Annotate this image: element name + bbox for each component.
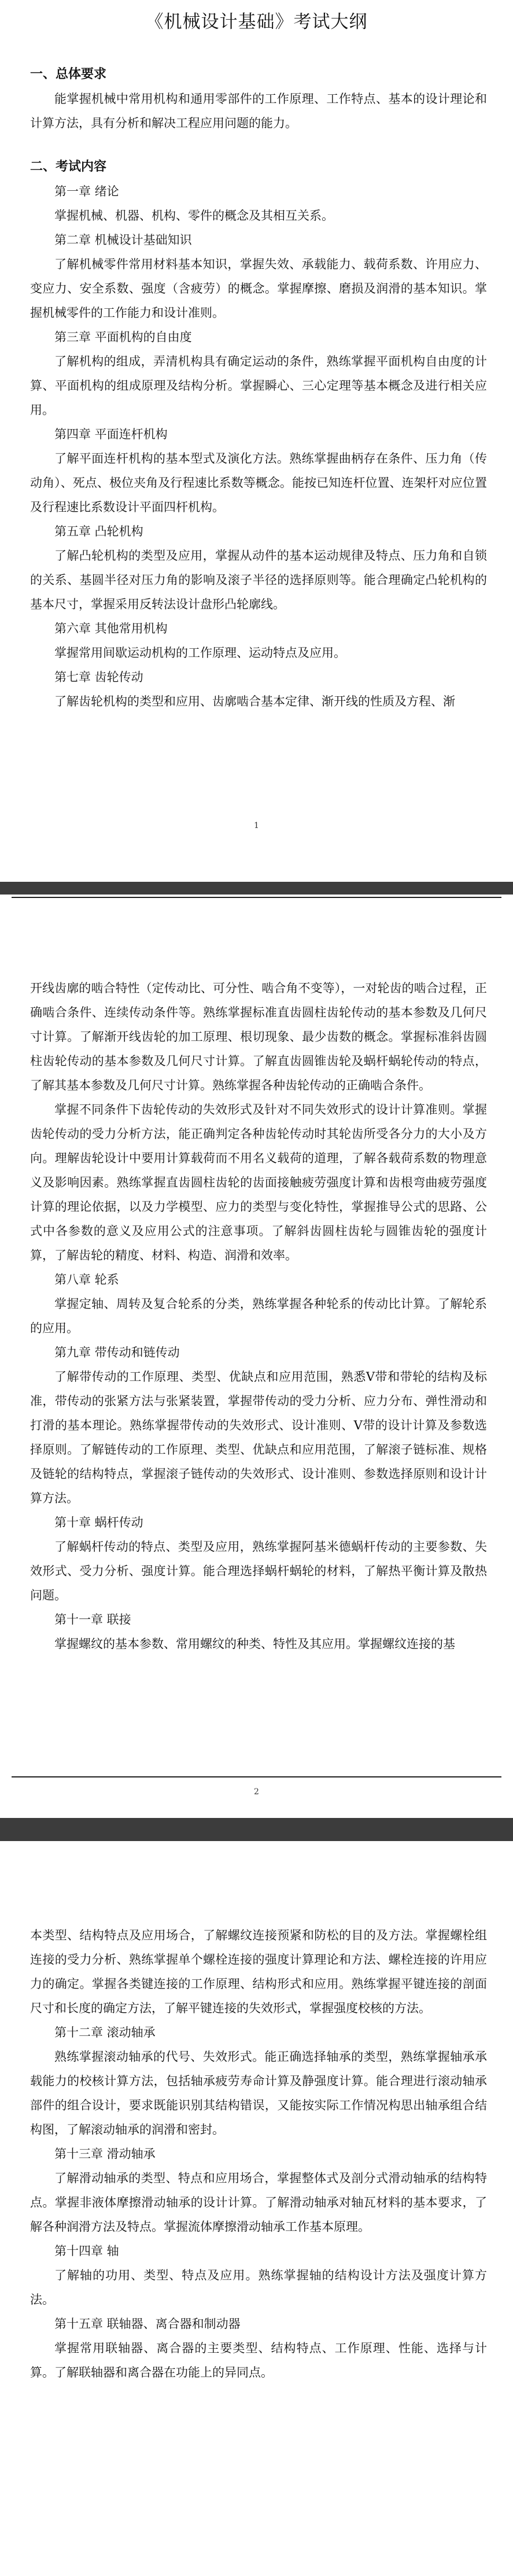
document-title: 《机械设计基础》考试大纲 bbox=[145, 12, 368, 32]
chapter-paragraph: 掌握机械、机器、机构、零件的概念及其相互关系。 bbox=[54, 209, 334, 223]
chapter-heading: 第四章 平面连杆机构 bbox=[54, 427, 168, 441]
chapter-heading: 第十一章 联接 bbox=[54, 1613, 131, 1627]
chapter-paragraph: 掌握螺纹的基本参数、常用螺纹的种类、特性及其应用。掌握螺纹连接的基 bbox=[54, 1637, 455, 1651]
chapter-heading: 第五章 凸轮机构 bbox=[54, 524, 143, 538]
chapter-heading: 第六章 其他常用机构 bbox=[54, 622, 168, 635]
chapter-heading: 第九章 带传动和链传动 bbox=[54, 1346, 180, 1359]
chapter-heading: 第八章 轮系 bbox=[54, 1273, 119, 1287]
chapter-heading: 第十二章 滚动轴承 bbox=[54, 2026, 156, 2039]
chapter-heading: 第十三章 滑动轴承 bbox=[54, 2147, 156, 2161]
page-1-content bbox=[30, 62, 487, 714]
chapter-heading: 第十五章 联轴器、离合器和制动器 bbox=[54, 2317, 241, 2331]
chapter-paragraph: 了解带传动的工作原理、类型、优缺点和应用范围，熟悉V带和带轮的结构及标准，带传动的张紧方法与张紧装置，掌握带传动的受力分析、应力分布、弹性滑动和打滑的基本理论。熟练掌握带传动的失效形式、设计准则、V带的设计计算及参数选择原则。了解链传动的工作原理、类型、优缺点和应用范围，了解滚子链标准、规格及链轮的结构特点，掌握滚子链传动的失效形式、设计准则、参数选择原则和设计计算方法。 bbox=[30, 1370, 487, 1505]
chapter-paragraph: 了解蜗杆传动的特点、类型及应用，熟练掌握阿基米德蜗杆传动的主要参数、失效形式、受力分析、强度计算。能合理选择蜗杆蜗轮的材料，了解热平衡计算及散热问题。 bbox=[30, 1540, 487, 1602]
chapter-paragraph: 熟练掌握滚动轴承的代号、失效形式。能正确选择轴承的类型，熟练掌握轴承承载能力的校核计算方法，包括轴承疲劳寿命计算及静强度计算。能合理进行滚动轴承部件的组合设计，要求既能识别其结构错误，又能按实际工作情况构思出轴承组合结构图，了解滚动轴承的润滑和密封。 bbox=[30, 2050, 487, 2137]
page-rule bbox=[12, 897, 501, 898]
chapter-paragraph: 了解机构的组成，弄清机构具有确定运动的条件，熟练掌握平面机构自由度的计算、平面机构的组成原理及结构分析。掌握瞬心、三心定理等基本概念及进行相关应用。 bbox=[30, 354, 487, 417]
page-number: 1 bbox=[254, 821, 259, 830]
page-separator bbox=[0, 1818, 513, 1841]
page-3-content bbox=[30, 1923, 487, 2385]
chapter-paragraph: 掌握常用联轴器、离合器的主要类型、结构特点、工作原理、性能、选择与计算。了解联轴器和离合器在功能上的异同点。 bbox=[30, 2341, 487, 2379]
chapter-heading: 第二章 机械设计基础知识 bbox=[54, 233, 192, 247]
chapter-heading: 第七章 齿轮传动 bbox=[54, 670, 143, 684]
page-2 bbox=[0, 900, 513, 1818]
section-heading-content: 二、考试内容 bbox=[30, 160, 107, 174]
spacer bbox=[30, 135, 487, 155]
chapter-paragraph: 掌握常用间歇运动机构的工作原理、运动特点及应用。 bbox=[54, 646, 346, 660]
chapter-paragraph: 了解机械零件常用材料基本知识，掌握失效、承载能力、载荷系数、许用应力、变应力、安全系数、强度（含疲劳）的概念。掌握摩擦、磨损及润滑的基本知识。掌握机械零件的工作能力和设计准则。 bbox=[30, 257, 487, 320]
chapter-heading: 第十章 蜗杆传动 bbox=[54, 1516, 143, 1529]
page-separator bbox=[0, 882, 513, 895]
page-rule bbox=[12, 1776, 501, 1777]
page-3 bbox=[0, 1841, 513, 2576]
chapter-paragraph: 掌握不同条件下齿轮传动的失效形式及针对不同失效形式的设计计算准则。掌握齿轮传动的受力分析方法，能正确判定各种齿轮传动时其轮齿所受各分力的大小及方向。理解齿轮设计中要用计算载荷而不用名义载荷的道理，了解各载荷系数的物理意义及影响因素。熟练掌握直齿圆柱齿轮的齿面接触疲劳强度计算和齿根弯曲疲劳强度计算的理论依据，以及力学模型、应力的类型与变化特性，掌握推导公式的思路、公式中各参数的意义及应用公式的注意事项。了解斜齿圆柱齿轮与圆锥齿轮的强度计算，了解齿轮的精度、材料、构造、润滑和效率。 bbox=[30, 1103, 487, 1262]
section-heading-general: 一、总体要求 bbox=[30, 67, 107, 82]
chapter-heading: 第三章 平面机构的自由度 bbox=[54, 330, 192, 344]
general-requirements-paragraph: 能掌握机械中常用机构和通用零部件的工作原理、工作特点、基本的设计理论和计算方法，具有分析和解决工程应用问题的能力。 bbox=[30, 92, 487, 130]
chapter-paragraph: 掌握定轴、周转及复合轮系的分类，熟练掌握各种轮系的传动比计算。了解轮系的应用。 bbox=[30, 1297, 487, 1335]
chapter-paragraph: 了解凸轮机构的类型及应用，掌握从动件的基本运动规律及特点、压力角和自锁的关系、基圆半径对压力角的影响及滚子半径的选择原则等。能合理确定凸轮机构的基本尺寸，掌握采用反转法设计盘形凸轮廓线。 bbox=[30, 549, 487, 611]
page-1 bbox=[0, 0, 513, 882]
chapter-paragraph: 了解平面连杆机构的基本型式及演化方法。熟练掌握曲柄存在条件、压力角（传动角）、死点、极位夹角及行程速比系数等概念。能按已知连杆位置、连架杆对应位置及行程速比系数设计平面四杆机构。 bbox=[30, 452, 487, 514]
page-1-blocks bbox=[30, 179, 487, 714]
page-2-blocks bbox=[30, 976, 487, 1656]
chapter-paragraph: 了解齿轮机构的类型和应用、齿廓啮合基本定律、渐开线的性质及方程、渐 bbox=[54, 694, 455, 708]
page-number: 2 bbox=[254, 1787, 259, 1797]
chapter-paragraph: 了解滑动轴承的类型、特点和应用场合，掌握整体式及剖分式滑动轴承的结构特点。掌握非液体摩擦滑动轴承的设计计算。了解滑动轴承对轴瓦材料的基本要求，了解各种润滑方法及特点。掌握流体摩擦滑动轴承工作基本原理。 bbox=[30, 2171, 487, 2234]
continued-paragraph: 本类型、结构特点及应用场合，了解螺纹连接预紧和防松的目的及方法。掌握螺栓组连接的受力分析、熟练掌握单个螺栓连接的强度计算理论和方法、螺栓连接的许用应力的确定。掌握各类键连接的工作原理、结构形式和应用。熟练掌握平键连接的剖面尺寸和长度的确定方法，了解平键连接的失效形式，掌握强度校核的方法。 bbox=[30, 1928, 487, 2015]
page-2-content bbox=[30, 976, 487, 1656]
chapter-paragraph: 了解轴的功用、类型、特点及应用。熟练掌握轴的结构设计方法及强度计算方法。 bbox=[30, 2268, 487, 2307]
chapter-heading: 第十四章 轴 bbox=[54, 2244, 119, 2258]
page-3-blocks bbox=[30, 1923, 487, 2385]
chapter-heading: 第一章 绪论 bbox=[54, 184, 119, 198]
continued-paragraph: 开线齿廓的啮合特性（定传动比、可分性、啮合角不变等），一对轮齿的啮合过程，正确啮合条件、连续传动条件等。熟练掌握标准直齿圆柱齿轮传动的基本参数及几何尺寸计算。了解渐开线齿轮的加工原理、根切现象、最少齿数的概念。掌握标准斜齿圆柱齿轮传动的基本参数及几何尺寸计算。了解直齿圆锥齿轮及蜗杆蜗轮传动的特点，了解其基本参数及几何尺寸计算。熟练掌握各种齿轮传动的正确啮合条件。 bbox=[30, 981, 487, 1092]
